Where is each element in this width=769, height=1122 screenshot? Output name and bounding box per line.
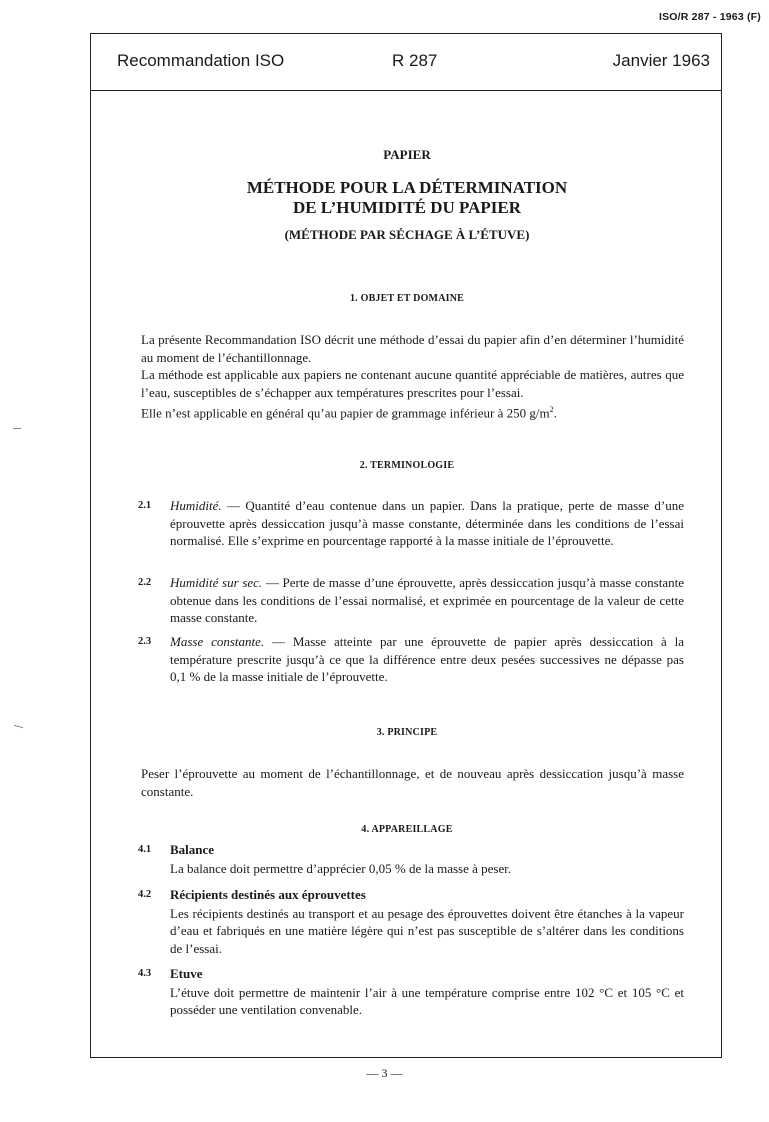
apparatus-text: L’étuve doit permettre de maintenir l’air à une température comprise entre 102 °C et 105 °C et posséder une ventilation convenable.: [170, 984, 684, 1017]
apparatus-title: Balance: [170, 842, 215, 857]
section3-body: Peser l’éprouvette au moment de l’échantillonnage, et de nouveau après dessiccation jusqu’à masse constante.: [141, 766, 684, 799]
apparatus-item: [170, 886, 684, 957]
definition-term: Masse constante.: [170, 634, 265, 649]
header-date: Janvier 1963: [612, 51, 710, 70]
section1-body: [141, 331, 684, 422]
section1-p3: Elle n’est applicable en général qu’au papier de grammage inférieur à 250 $g/m^2$.: [141, 405, 557, 421]
main-title-line1: MÉTHODE POUR LA DÉTERMINATION: [246, 178, 568, 197]
category-title: PAPIER: [383, 147, 431, 162]
definition-item: Masse constante. — Masse atteinte par une éprouvette de papier après dessiccation à la température prescrite jusqu’à ce que la différence entre deux pesées successives ne dépasse pas 0,1 % de la masse initiale de l’éprouvette.: [170, 634, 684, 684]
document-reference: ISO/R 287 - 1963 (F): [658, 11, 761, 23]
margin-mark: [13, 428, 21, 429]
section1-heading: 1. OBJET ET DOMAINE: [349, 293, 464, 304]
header-bar: [91, 34, 721, 91]
apparatus-text: La balance doit permettre d’apprécier 0,05 % de la masse à peser.: [170, 860, 512, 876]
header-left: Recommandation ISO: [117, 51, 285, 70]
item-number: 4.1: [138, 844, 152, 855]
main-title-line2: DE L’HUMIDITÉ DU PAPIER: [292, 198, 522, 217]
main-title: [91, 178, 723, 218]
section4-heading: 4. APPAREILLAGE: [361, 824, 453, 835]
page-frame: [90, 33, 722, 1058]
apparatus-title: Récipients destinés aux éprouvettes: [170, 887, 366, 902]
item-number: 4.2: [138, 889, 152, 900]
apparatus-title: Etuve: [170, 966, 203, 981]
apparatus-item: [170, 841, 684, 877]
section3-heading: 3. PRINCIPE: [376, 727, 438, 738]
item-number: 4.3: [138, 968, 152, 979]
item-number: 2.1: [138, 500, 152, 511]
subtitle: (MÉTHODE PAR SÉCHAGE À L’ÉTUVE): [284, 227, 530, 242]
apparatus-item: [170, 965, 684, 1019]
page-number: — 3 —: [366, 1066, 403, 1080]
header-number: R 287: [392, 51, 438, 70]
section1-p2: La méthode est applicable aux papiers ne contenant aucune quantité appréciable de matières, autres que l’eau, susceptibles de s’échapper aux températures prescrites pour l’essai.: [141, 367, 684, 400]
item-number: 2.3: [138, 636, 152, 647]
margin-mark: [14, 725, 23, 728]
item-number: 2.2: [138, 577, 152, 588]
definition-term: Humidité.: [170, 498, 222, 513]
definition-item: Humidité sur sec. — Perte de masse d’une éprouvette, après dessiccation jusqu’à masse constante obtenue dans les conditions de l’essai normalisé, et exprimée en pourcentage de la valeur de cette masse constante.: [170, 575, 684, 625]
section1-p1: La présente Recommandation ISO décrit une méthode d’essai du papier afin d’en déterminer l’humidité au moment de l’échantillonnage.: [141, 332, 684, 365]
definition-item: Humidité. — Quantité d’eau contenue dans un papier. Dans la pratique, perte de masse d’une éprouvette après dessiccation jusqu’à masse constante, déterminée dans les conditions de l’essai normalisé. Elle s’exprime en pourcentage rapporté à la masse initiale de l’éprouvette.: [170, 498, 684, 548]
apparatus-text: Les récipients destinés au transport et au pesage des éprouvettes doivent être étanches à la vapeur d’eau et fabriqués en une matière légère qui n’est pas susceptible de s’altérer dans les conditions de l’essai.: [170, 905, 684, 956]
definition-term: Humidité sur sec.: [170, 575, 263, 590]
section2-heading: 2. TERMINOLOGIE: [359, 460, 455, 471]
